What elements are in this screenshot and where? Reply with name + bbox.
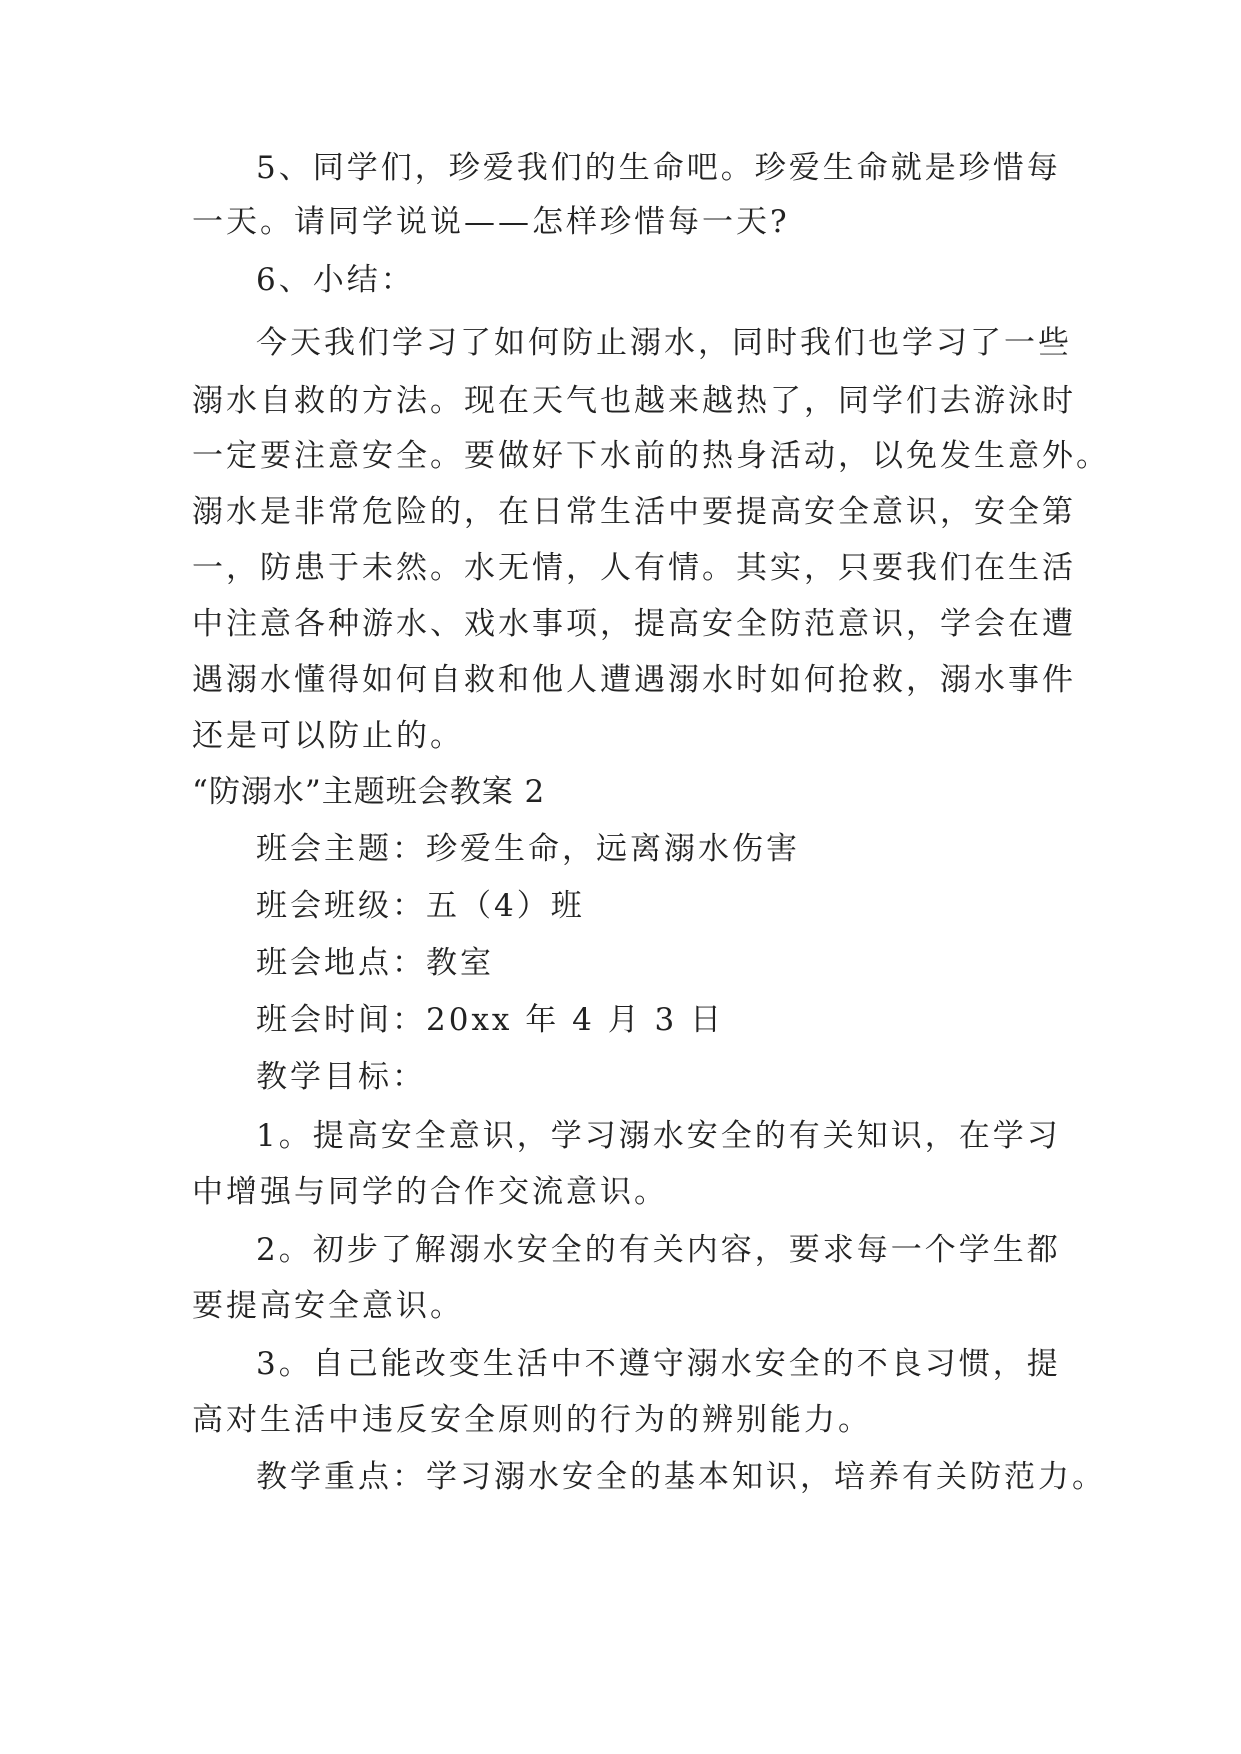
text-line: 中增强与同学的合作交流意识。 (192, 1174, 668, 1210)
text-line: 班会时间：20xx 年 4 月 3 日 (256, 1002, 725, 1038)
text-line: 还是可以防止的。 (192, 718, 464, 754)
text-line: 2。初步了解溺水安全的有关内容，要求每一个学生都 (256, 1232, 1061, 1268)
section-heading: “防溺水”主题班会教案 2 (192, 774, 546, 810)
text-line: 3。自己能改变生活中不遵守溺水安全的不良习惯，提 (256, 1346, 1061, 1382)
text-line: 一，防患于未然。水无情，人有情。其实，只要我们在生活 (192, 550, 1076, 586)
text-line: 班会班级：五（4）班 (256, 888, 585, 924)
text-line: 1。提高安全意识，学习溺水安全的有关知识，在学习 (256, 1118, 1061, 1154)
text-line: 班会主题：珍爱生命，远离溺水伤害 (256, 831, 800, 867)
text-line: 中注意各种游水、戏水事项，提高安全防范意识，学会在遭 (192, 606, 1076, 642)
text-line: 今天我们学习了如何防止溺水，同时我们也学习了一些 (256, 325, 1072, 361)
text-line: 一定要注意安全。要做好下水前的热身活动，以免发生意外。 (192, 438, 1110, 474)
text-line: 教学重点：学习溺水安全的基本知识，培养有关防范力。 (256, 1459, 1106, 1495)
text-line: 教学目标： (256, 1059, 426, 1095)
text-line: 遇溺水懂得如何自救和他人遭遇溺水时如何抢救，溺水事件 (192, 662, 1076, 698)
text-line: 一天。请同学说说——怎样珍惜每一天? (192, 204, 790, 240)
text-line: 6、小结： (256, 262, 415, 298)
text-line: 溺水自救的方法。现在天气也越来越热了，同学们去游泳时 (192, 383, 1076, 419)
text-line: 班会地点：教室 (256, 945, 494, 981)
text-line: 5、同学们，珍爱我们的生命吧。珍爱生命就是珍惜每 (256, 150, 1061, 186)
text-line: 高对生活中违反安全原则的行为的辨别能力。 (192, 1402, 872, 1438)
text-line: 溺水是非常危险的，在日常生活中要提高安全意识，安全第 (192, 494, 1076, 530)
text-line: 要提高安全意识。 (192, 1288, 464, 1324)
